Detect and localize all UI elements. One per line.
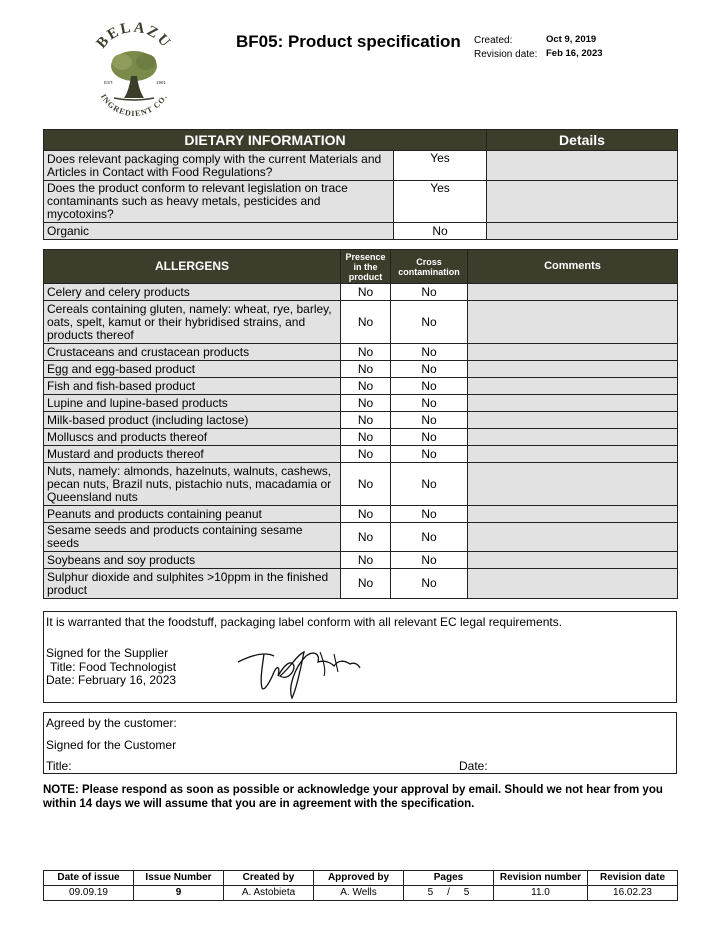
allergen-comments bbox=[468, 523, 678, 552]
issue-number: 9 bbox=[134, 886, 224, 901]
allergen-presence: No bbox=[341, 395, 391, 412]
allergen-comments bbox=[468, 395, 678, 412]
allergen-name: Soybeans and soy products bbox=[44, 552, 341, 569]
allergen-cross-contamination: No bbox=[391, 569, 468, 599]
allergen-name: Celery and celery products bbox=[44, 284, 341, 301]
revision-number: 11.0 bbox=[494, 886, 588, 901]
footer-header: Pages bbox=[404, 871, 494, 886]
svg-text:BELAZU bbox=[94, 22, 175, 52]
allergen-cross-contamination: No bbox=[391, 463, 468, 506]
allergen-cross-contamination: No bbox=[391, 523, 468, 552]
dietary-details bbox=[487, 181, 678, 223]
dietary-details bbox=[487, 223, 678, 240]
allergen-comments bbox=[468, 284, 678, 301]
customer-signed-label: Signed for the Customer bbox=[46, 738, 177, 752]
footer-header: Issue Number bbox=[134, 871, 224, 886]
allergens-table bbox=[43, 249, 678, 599]
allergen-presence: No bbox=[341, 523, 391, 552]
allergen-row bbox=[44, 463, 678, 506]
revision-date: 16.02.23 bbox=[588, 886, 678, 901]
cross-contamination-heading: Cross contamination bbox=[391, 250, 468, 284]
warranty-box bbox=[43, 611, 677, 703]
allergen-name: Milk-based product (including lactose) bbox=[44, 412, 341, 429]
dietary-table bbox=[43, 129, 678, 240]
allergen-name: Mustard and products thereof bbox=[44, 446, 341, 463]
allergen-name: Crustaceans and crustacean products bbox=[44, 344, 341, 361]
footer-header: Date of issue bbox=[44, 871, 134, 886]
logo-year: 1991 bbox=[156, 80, 167, 85]
allergen-name: Nuts, namely: almonds, hazelnuts, walnuts, cashews, pecan nuts, Brazil nuts, pistachio nuts, macadamia or Queensland nuts bbox=[44, 463, 341, 506]
created-by: A. Astobieta bbox=[224, 886, 314, 901]
allergen-cross-contamination: No bbox=[391, 552, 468, 569]
allergen-name: Lupine and lupine-based products bbox=[44, 395, 341, 412]
document-control-table bbox=[43, 870, 678, 901]
comments-heading: Comments bbox=[468, 250, 678, 284]
allergen-comments bbox=[468, 412, 678, 429]
allergen-comments bbox=[468, 301, 678, 344]
details-heading: Details bbox=[487, 130, 678, 151]
dietary-question: Does relevant packaging comply with the current Materials and Articles in Contact with Food Regulations? bbox=[44, 151, 394, 181]
allergen-name: Egg and egg-based product bbox=[44, 361, 341, 378]
warranty-statement: It is warranted that the foodstuff, packaging label conform with all relevant EC legal requirements. bbox=[46, 615, 563, 629]
allergen-cross-contamination: No bbox=[391, 506, 468, 523]
dietary-row bbox=[44, 181, 678, 223]
company-logo bbox=[84, 22, 184, 122]
allergen-cross-contamination: No bbox=[391, 395, 468, 412]
logo-est: EST. bbox=[104, 80, 114, 85]
logo-text-top: BELAZU bbox=[93, 22, 175, 52]
allergen-comments bbox=[468, 344, 678, 361]
allergen-name: Sulphur dioxide and sulphites >10ppm in the finished product bbox=[44, 569, 341, 599]
dietary-heading: DIETARY INFORMATION bbox=[44, 130, 487, 151]
allergen-cross-contamination: No bbox=[391, 429, 468, 446]
allergen-presence: No bbox=[341, 361, 391, 378]
dietary-details bbox=[487, 151, 678, 181]
allergen-presence: No bbox=[341, 378, 391, 395]
allergen-presence: No bbox=[341, 344, 391, 361]
footer-header: Revision number bbox=[494, 871, 588, 886]
created-label: Created: bbox=[474, 35, 513, 46]
dietary-answer: Yes bbox=[394, 151, 487, 181]
footer-value-row bbox=[44, 886, 678, 901]
allergen-row bbox=[44, 344, 678, 361]
dietary-question: Organic bbox=[44, 223, 394, 240]
allergen-name: Peanuts and products containing peanut bbox=[44, 506, 341, 523]
allergen-presence: No bbox=[341, 552, 391, 569]
allergen-cross-contamination: No bbox=[391, 378, 468, 395]
dietary-answer: No bbox=[394, 223, 487, 240]
allergen-row bbox=[44, 395, 678, 412]
allergen-cross-contamination: No bbox=[391, 344, 468, 361]
allergen-row bbox=[44, 569, 678, 599]
allergen-row bbox=[44, 523, 678, 552]
allergen-row bbox=[44, 446, 678, 463]
allergen-row bbox=[44, 552, 678, 569]
supplier-date: Date: February 16, 2023 bbox=[46, 673, 177, 687]
allergens-heading: ALLERGENS bbox=[44, 250, 341, 284]
date-of-issue: 09.09.19 bbox=[44, 886, 134, 901]
allergen-cross-contamination: No bbox=[391, 412, 468, 429]
customer-title-label: Title: bbox=[46, 759, 72, 773]
allergen-presence: No bbox=[341, 463, 391, 506]
allergen-cross-contamination: No bbox=[391, 446, 468, 463]
allergen-row bbox=[44, 284, 678, 301]
allergen-name: Sesame seeds and products containing sesame seeds bbox=[44, 523, 341, 552]
pages: 5 / 5 bbox=[404, 886, 494, 901]
allergen-row bbox=[44, 506, 678, 523]
approved-by: A. Wells bbox=[314, 886, 404, 901]
allergen-row bbox=[44, 378, 678, 395]
allergen-name: Fish and fish-based product bbox=[44, 378, 341, 395]
footer-header: Created by bbox=[224, 871, 314, 886]
customer-box bbox=[43, 712, 677, 774]
footer-header: Revision date bbox=[588, 871, 678, 886]
created-value: Oct 9, 2019 bbox=[546, 34, 597, 45]
allergen-comments bbox=[468, 429, 678, 446]
allergen-comments bbox=[468, 552, 678, 569]
logo-text-bottom: INGREDIENT CO. bbox=[98, 92, 170, 119]
allergen-name: Cereals containing gluten, namely: wheat, rye, barley, oats, spelt, kamut or their hybridised strains, and products thereof bbox=[44, 301, 341, 344]
allergen-comments bbox=[468, 463, 678, 506]
footer-header-row bbox=[44, 871, 678, 886]
allergen-comments bbox=[468, 569, 678, 599]
revision-date-label: Revision date: bbox=[474, 49, 538, 60]
allergen-presence: No bbox=[341, 412, 391, 429]
presence-heading: Presence in the product bbox=[341, 250, 391, 284]
allergen-comments bbox=[468, 378, 678, 395]
allergen-row bbox=[44, 412, 678, 429]
supplier-title: Title: Food Technologist bbox=[50, 660, 177, 674]
allergen-cross-contamination: No bbox=[391, 301, 468, 344]
allergen-presence: No bbox=[341, 446, 391, 463]
footer-header: Approved by bbox=[314, 871, 404, 886]
supplier-signed-label: Signed for the Supplier bbox=[46, 646, 169, 660]
allergen-presence: No bbox=[341, 429, 391, 446]
allergen-comments bbox=[468, 506, 678, 523]
allergen-row bbox=[44, 301, 678, 344]
allergen-comments bbox=[468, 361, 678, 378]
allergen-presence: No bbox=[341, 301, 391, 344]
allergen-comments bbox=[468, 446, 678, 463]
allergen-presence: No bbox=[341, 569, 391, 599]
allergen-name: Molluscs and products thereof bbox=[44, 429, 341, 446]
allergen-presence: No bbox=[341, 284, 391, 301]
allergen-row bbox=[44, 361, 678, 378]
dietary-row bbox=[44, 223, 678, 240]
customer-agreed-label: Agreed by the customer: bbox=[46, 716, 177, 730]
allergen-presence: No bbox=[341, 506, 391, 523]
approval-note: NOTE: Please respond as soon as possible or acknowledge your approval by email. Should we not hear from you within 14 days we will assume that you are in agreement with the specification. bbox=[43, 784, 663, 810]
dietary-answer: Yes bbox=[394, 181, 487, 223]
customer-date-label: Date: bbox=[459, 759, 488, 773]
allergen-row bbox=[44, 429, 678, 446]
revision-date-value: Feb 16, 2023 bbox=[546, 48, 603, 59]
dietary-row bbox=[44, 151, 678, 181]
supplier-signature bbox=[234, 632, 364, 702]
page-title: BF05: Product specification bbox=[236, 32, 461, 51]
allergen-cross-contamination: No bbox=[391, 284, 468, 301]
allergen-cross-contamination: No bbox=[391, 361, 468, 378]
dietary-question: Does the product conform to relevant legislation on trace contaminants such as heavy metals, pesticides and mycotoxins? bbox=[44, 181, 394, 223]
